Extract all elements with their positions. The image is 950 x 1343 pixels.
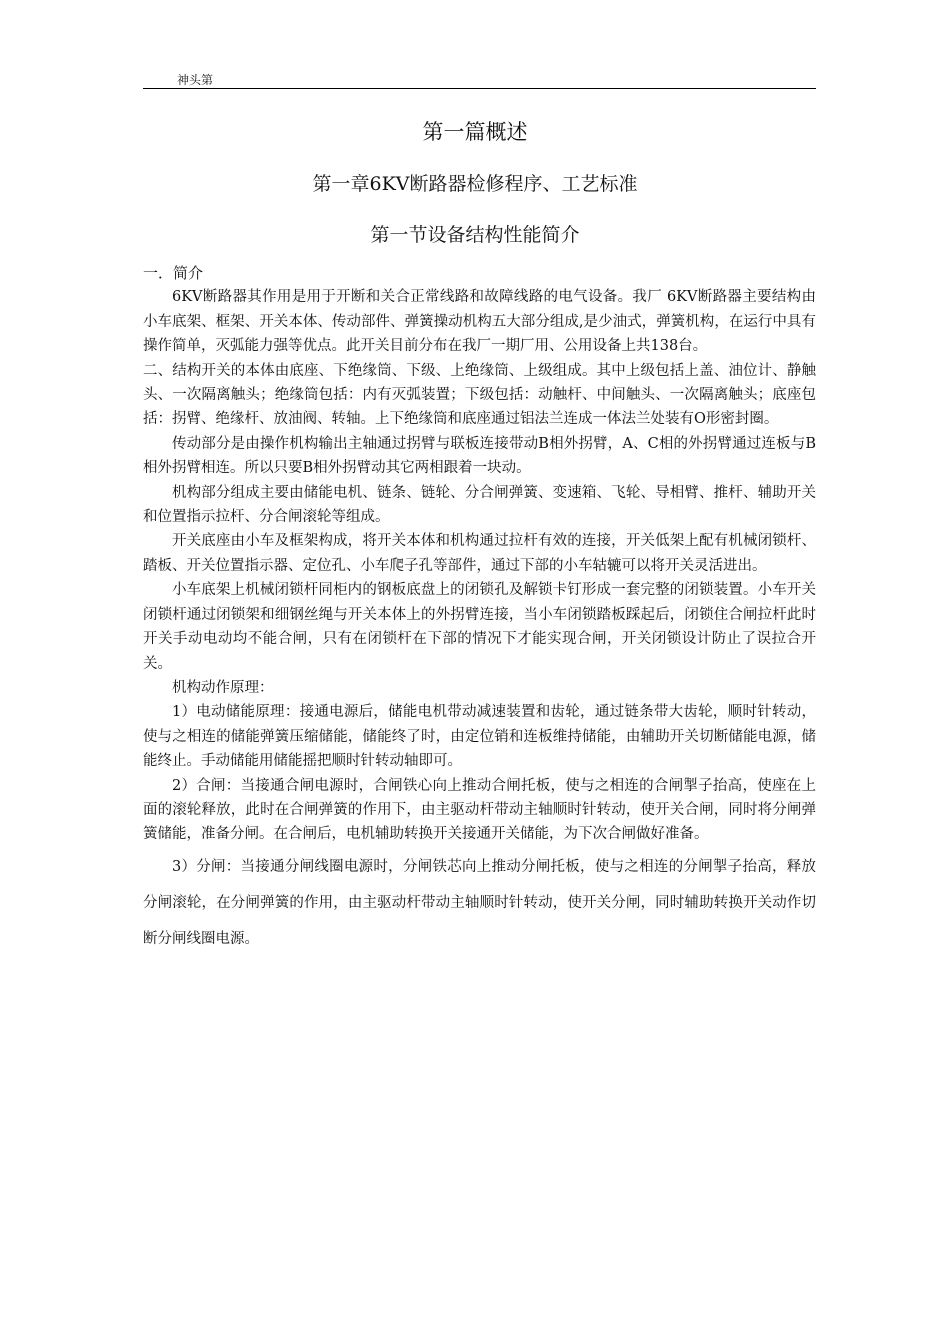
header-rule: [143, 88, 816, 89]
page-header: 神头第: [177, 73, 214, 87]
paragraph-principle-heading: 机构动作原理：: [172, 679, 274, 696]
paragraph-opening: 3）分闸：当接通分闸线圈电源时，分闸铁芯向上推动分闸托板，使与之相连的分闸掣子抬高，释放分闸滚轮，在分闸弹簧的作用，由主驱动杆带动主轴顺时针转动，使开关分闸，同时辅助转换开关动作切断分闸线圈电源。: [143, 858, 816, 947]
subsection-heading: 一．简介: [143, 264, 204, 282]
paragraph-mechanism: 机构部分组成主要由储能电机、链条、链轮、分合闸弹簧、变速箱、飞轮、导相臂、推杆、辅助开关和位置指示拉杆、分合闸滚轮等组成。: [143, 484, 816, 526]
chapter-title: 第一章6KV断路器检修程序、工艺标准: [312, 173, 638, 195]
part-title: 第一篇概述: [422, 120, 528, 144]
section-title: 第一节设备结构性能简介: [370, 224, 580, 246]
paragraph-closing: 2）合闸：当接通合闸电源时，合闸铁心向上推动合闸托板，使与之相连的合闸掣子抬高，使座在上面的滚轮释放，此时在合闸弹簧的作用下，由主驱动杆带动主轴顺时针转动，使开关合闸，同时将分闸弹簧储能，准备分闸。在合闸后，电机辅助转换开关接通开关储能，为下次合闸做好准备。: [143, 777, 816, 843]
paragraph-charging: 1）电动储能原理：接通电源后，储能电机带动减速装置和齿轮，通过链条带大齿轮，顺时针转动，使与之相连的储能弹簧压缩储能，储能终了时，由定位销和连板维持储能，由辅助开关切断储能电源，储能终止。手动储能用储能摇把顺时针转动轴即可。: [143, 704, 816, 770]
paragraph-transmission: 传动部分是由操作机构输出主轴通过拐臂与联板连接带动B相外拐臂，A、C相的外拐臂通过连板与B相外拐臂相连。所以只要B相外拐臂动其它两相跟着一块动。: [143, 435, 816, 477]
paragraph-intro: 6KV断路器其作用是用于开断和关合正常线路和故障线路的电气设备。我厂 6KV断路器主要结构由小车底架、框架、开关本体、传动部件、弹簧操动机构五大部分组成,是少油式，弹簧机构，在运行中具有操作简单，灭弧能力强等优点。此开关目前分布在我厂一期厂用、公用设备上共138台。: [143, 289, 816, 355]
paragraph-base: 开关底座由小车及框架构成，将开关本体和机构通过拉杆有效的连接，开关低架上配有机械闭锁杆、踏板、开关位置指示器、定位孔、小车爬子孔等部件，通过下部的小车轱辘可以将开关灵活进出。: [143, 533, 816, 574]
paragraph-interlock: 小车底架上机械闭锁杆同柜内的钢板底盘上的闭锁孔及解锁卡钉形成一套完整的闭锁装置。小车开关闭锁杆通过闭锁架和细钢丝绳与开关本体上的外拐臂连接，当小车闭锁踏板踩起后，闭锁住合闸拉杆此时开关手动电动均不能合闸，只有在闭锁杆在下部的情况下才能实现合闸，开关闭锁设计防止了误拉合开关。: [143, 582, 816, 672]
paragraph-structure: 二、结构开关的本体由底座、下绝缘筒、下级、上绝缘筒、上级组成。其中上级包括上盖、油位计、静触头、一次隔离触头；绝缘筒包括：内有灭弧装置；下级包括：动触杆、中间触头、一次隔离触头；底座包括：拐臂、绝缘杆、放油阀、转轴。上下绝缘筒和底座通过铝法兰连成一体法兰处装有O形密封圈。: [143, 362, 816, 428]
document-body: [143, 261, 816, 957]
